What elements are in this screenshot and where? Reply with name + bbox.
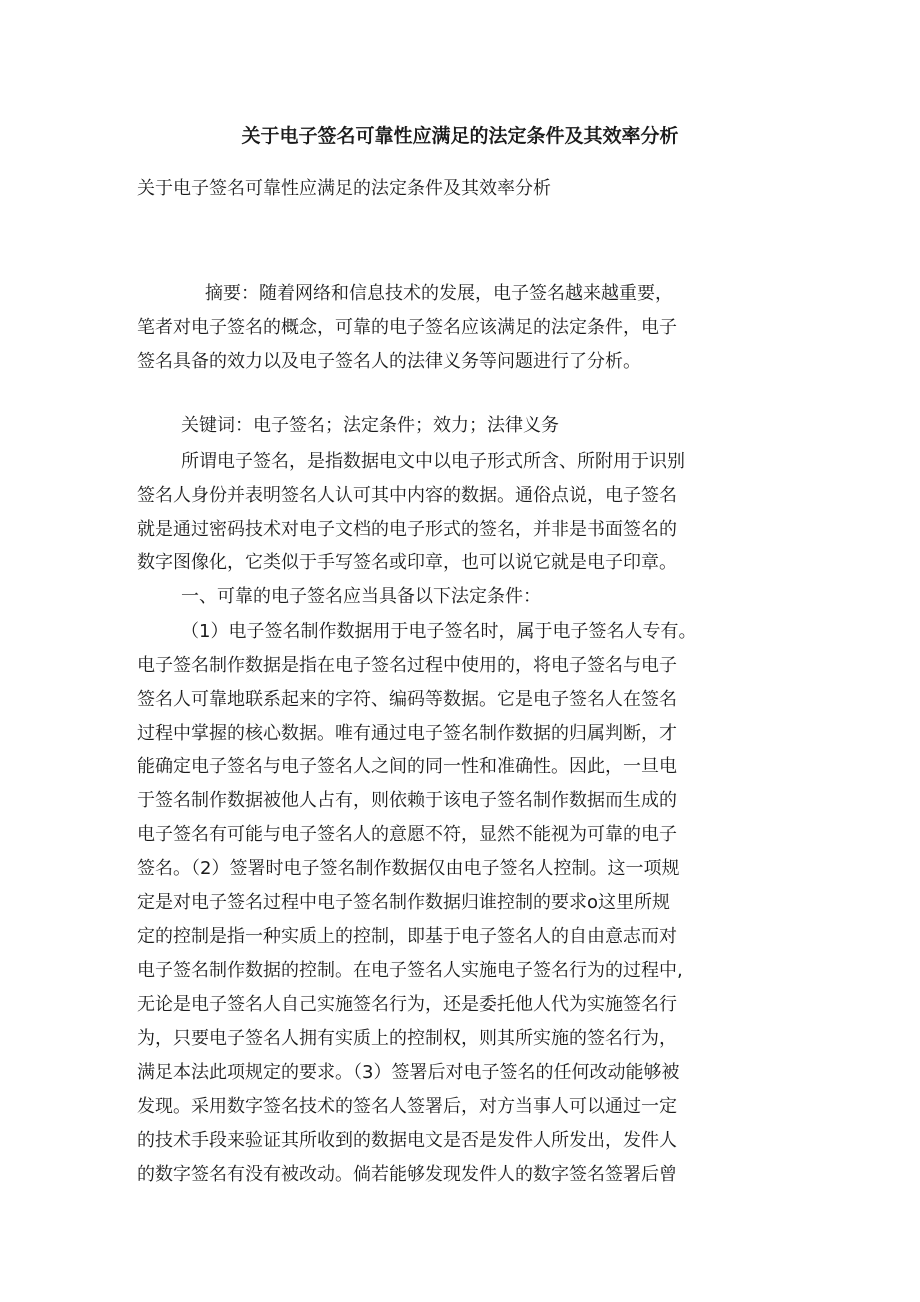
abstract-line-1: 摘要：随着网络和信息技术的发展，电子签名越来越重要，	[205, 283, 673, 304]
body-line-17: 的数字签名有没有被改动。倘若能够发现发件人的数字签名签署后曾	[137, 1164, 677, 1185]
body-line-10: 定的控制是指一种实质上的控制，即基于电子签名人的自由意志而对	[137, 926, 677, 947]
body-line-1: （1）电子签名制作数据用于电子签名时，属于电子签名人专有。	[181, 621, 697, 642]
document-title: 关于电子签名可靠性应满足的法定条件及其效率分析	[241, 125, 679, 147]
body-line-12: 无论是电子签名人自己实施签名行为，还是委托他人代为实施签名行	[137, 994, 677, 1015]
abstract-line-2: 笔者对电子签名的概念，可靠的电子签名应该满足的法定条件，电子	[137, 317, 677, 338]
body-line-16: 的技术手段来验证其所收到的数据电文是否是发件人所发出，发件人	[137, 1130, 677, 1151]
intro-line-3: 就是通过密码技术对电子文档的电子形式的签名，并非是书面签名的	[137, 519, 677, 540]
section-heading: 一、可靠的电子签名应当具备以下法定条件：	[181, 586, 541, 607]
body-line-6: 于签名制作数据被他人占有，则依赖于该电子签名制作数据而生成的	[137, 790, 677, 811]
intro-line-1: 所谓电子签名，是指数据电文中以电子形式所含、所附用于识别	[181, 451, 685, 472]
keywords-line: 关键词：电子签名；法定条件；效力；法律义务	[181, 415, 559, 436]
body-line-15: 发现。采用数字签名技术的签名人签署后，对方当事人可以通过一定	[137, 1096, 677, 1117]
body-line-4: 过程中掌握的核心数据。唯有通过电子签名制作数据的归属判断，才	[137, 723, 677, 744]
body-line-8: 签名。（2）签署时电子签名制作数据仅由电子签名人控制。这一项规	[137, 858, 680, 879]
body-line-7: 电子签名有可能与电子签名人的意愿不符，显然不能视为可靠的电子	[137, 824, 677, 845]
intro-line-4: 数字图像化，它类似于手写签名或印章，也可以说它就是电子印章。	[137, 552, 677, 573]
body-line-5: 能确定电子签名与电子签名人之间的同一性和准确性。因此，一旦电	[137, 756, 677, 777]
body-line-9: 定是对电子签名过程中电子签名制作数据归谁控制的要求o这里所规	[137, 892, 671, 913]
body-line-13: 为，只要电子签名人拥有实质上的控制权，则其所实施的签名行为，	[137, 1028, 677, 1049]
body-line-3: 签名人可靠地联系起来的字符、编码等数据。它是电子签名人在签名	[137, 689, 677, 710]
body-line-14: 满足本法此项规定的要求。（3）签署后对电子签名的任何改动能够被	[137, 1062, 680, 1083]
body-line-11: 电子签名制作数据的控制。在电子签名人实施电子签名行为的过程中,	[137, 960, 683, 981]
intro-line-2: 签名人身份并表明签名人认可其中内容的数据。通俗点说，电子签名	[137, 485, 677, 506]
abstract-line-3: 签名具备的效力以及电子签名人的法律义务等问题进行了分析。	[137, 351, 641, 372]
body-line-2: 电子签名制作数据是指在电子签名过程中使用的，将电子签名与电子	[137, 655, 677, 676]
document-subtitle: 关于电子签名可靠性应满足的法定条件及其效率分析	[137, 178, 551, 199]
